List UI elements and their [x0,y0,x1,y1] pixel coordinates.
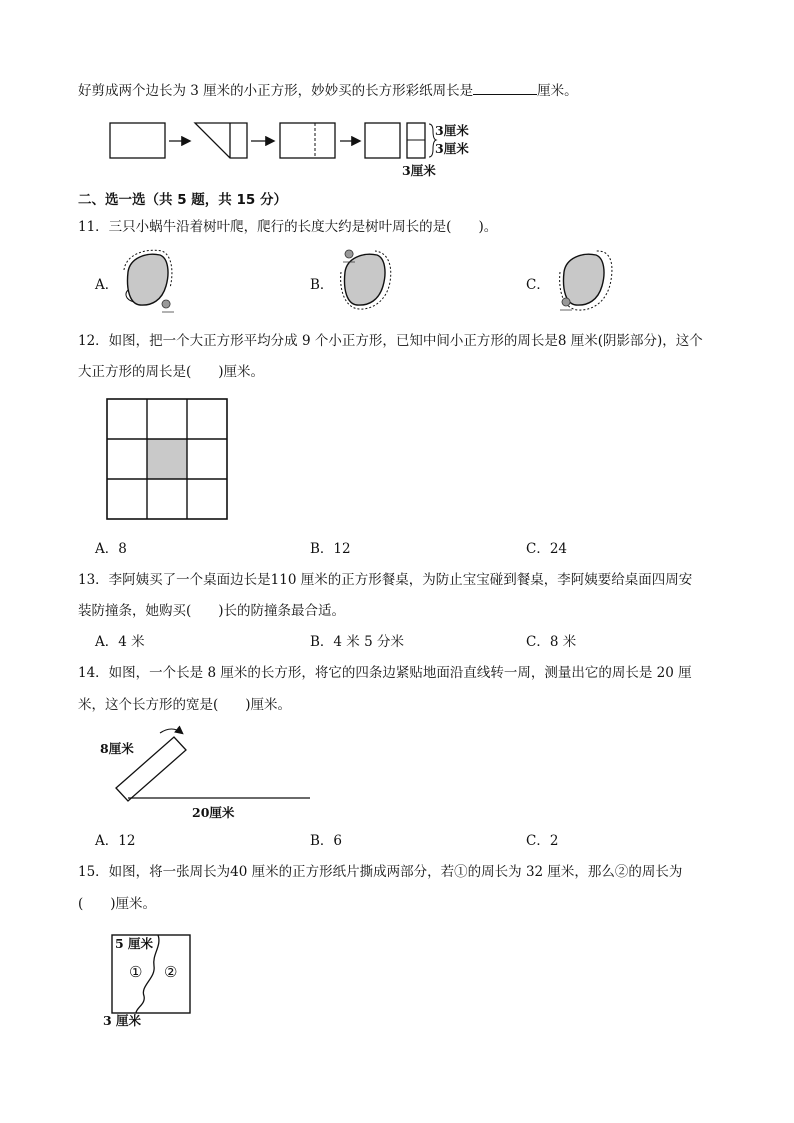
q12-option-b[interactable]: B．12 [310,541,351,557]
q13-option-a[interactable]: A．4 米 [95,634,145,650]
q14-stem-line2: 米，这个长方形的宽是( )厘米。 [78,697,292,713]
q10-prefix: 好剪成两个边长为 3 厘米的小正方形，妙妙买的长方形彩纸周长是 [78,83,474,99]
q12-stem-line1: 12．如图，把一个大正方形平均分成 9 个小正方形，已知中间小正方形的周长是8 厘米(阴影部分)，这个 [78,333,703,349]
q10-rect-marked [280,123,335,158]
q12-grid-figure [106,398,230,522]
q10-rect-paper [110,123,165,158]
q14-label-distance: 20厘米 [192,805,235,820]
q10-figure [105,115,485,183]
q13-option-b[interactable]: B．4 米 5 分米 [310,634,404,650]
q15-stem-line1: 15．如图，将一张周长为40 厘米的正方形纸片撕成两部分，若①的周长为 32 厘米，那么②的周长为 [78,864,683,880]
q14-label-length: 8厘米 [100,741,134,756]
q10-folded-paper [195,123,247,158]
q15-torn-square-figure [100,930,200,1030]
q10-label-2: 3厘米 [435,141,469,156]
q13-stem-line1: 13．李阿姨买了一个桌面边长是110 厘米的正方形餐桌，为防止宝宝碰到餐桌，李阿姨要给桌面四周安 [78,572,693,588]
q15-region-2-label: ② [164,963,178,981]
q13-option-c[interactable]: C．8 米 [526,634,577,650]
q11-stem: 11．三只小蜗牛沿着树叶爬，爬行的长度大约是树叶周长的是( )。 [78,219,498,235]
q13-stem-line2: 装防撞条，她购买( )长的防撞条最合适。 [78,603,346,619]
q12-stem-line2: 大正方形的周长是( )厘米。 [78,364,265,380]
q14-rotation-arrow [160,729,182,733]
q12-option-a[interactable]: A．8 [95,541,127,557]
q14-rolling-figure [96,725,316,825]
q12-option-c[interactable]: C．24 [526,541,568,557]
snail-icon [162,300,174,312]
q11-leaf-c [552,250,618,318]
q10-small-square [365,123,400,158]
q10-suffix: 厘米。 [537,83,578,99]
q14-option-c[interactable]: C．2 [526,833,559,849]
q14-stem-line1: 14．如图，一个长是 8 厘米的长方形，将它的四条边紧贴地面沿直线转一周，测量出它的周长是 20 厘 [78,665,692,681]
q11-option-a[interactable]: A． [95,277,119,293]
q11-leaf-b [335,250,395,318]
q15-region-1-label: ① [129,963,143,981]
q10-answer-blank[interactable] [473,82,537,95]
q11-option-b[interactable]: B． [310,277,334,293]
q10-label-1: 3厘米 [435,123,469,138]
q10-label-3: 3厘米 [402,163,436,178]
q15-stem-line2: ( )厘米。 [78,896,157,912]
q14-option-a[interactable]: A．12 [95,833,136,849]
q15-label-top: 5 厘米 [115,936,154,951]
q11-leaf-a [118,250,178,318]
q15-label-bottom: 3 厘米 [103,1013,142,1028]
q10-text-line [78,82,578,100]
q12-shaded-square [147,439,187,479]
q11-option-c[interactable]: C． [526,277,550,293]
q14-option-b[interactable]: B．6 [310,833,343,849]
section-2-title: 二、选一选（共 5 题，共 15 分） [78,192,287,208]
